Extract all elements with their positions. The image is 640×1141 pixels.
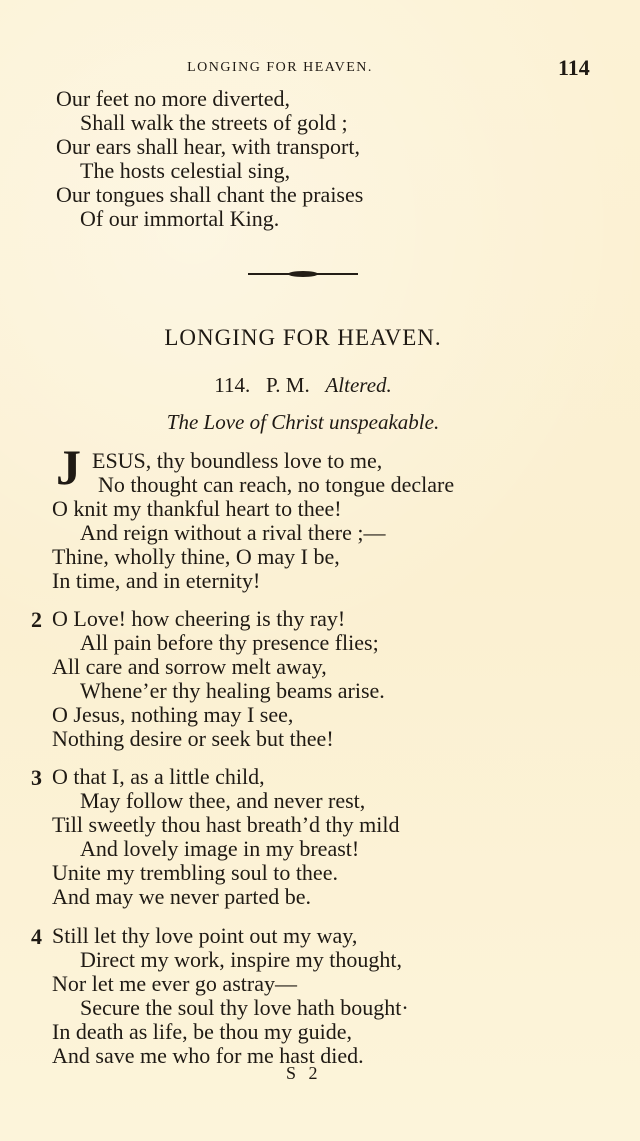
verse-line: Still let thy love point out my way, [52,923,358,948]
verse-line: Our tongues shall chant the praises [56,182,364,207]
verse-number: 4 [31,924,42,949]
verse-line: ESUS, thy boundless love to me, [92,448,383,473]
verse-line: O Jesus, nothing may I see, [52,702,294,727]
page-number: 114 [558,55,590,80]
verse-number: 3 [31,765,42,790]
signature-mark: S 2 [286,1063,322,1083]
drop-cap: J [56,439,81,495]
verse-line: O that I, as a little child, [52,764,265,789]
verse-line: Nothing desire or seek but thee! [52,726,334,751]
verse-line: Our feet no more diverted, [56,86,290,111]
verse-line: In death as life, be thou my guide, [52,1019,352,1044]
hymn-number: 114. [214,373,251,397]
verse-line: In time, and in eternity! [52,568,261,593]
verse-line: O knit my thankful heart to thee! [52,496,342,521]
verse-line: Whene’er thy healing beams arise. [80,678,385,703]
verse-line: Nor let me ever go astray— [52,971,297,996]
verse-line: Shall walk the streets of gold ; [80,110,348,135]
verse-line: And reign without a rival there ;— [80,520,386,545]
ornamental-rule [248,270,358,278]
verse-line: All pain before thy presence flies; [80,630,379,655]
verse-line: O Love! how cheering is thy ray! [52,606,346,631]
verse-number: 2 [31,607,42,632]
verse-line: May follow thee, and never rest, [80,788,366,813]
verse-line: Of our immortal King. [80,206,280,231]
verse-line: No thought can reach, no tongue declare [98,472,455,497]
hymn-title: LONGING FOR HEAVEN. [164,325,442,350]
verse-line: Secure the soul thy love hath bought· [80,995,409,1020]
verse-line: All care and sorrow melt away, [52,654,327,679]
verse-line: Unite my trembling soul to thee. [52,860,338,885]
hymn-meta [0,373,606,398]
verse-line: Direct my work, inspire my thought, [80,947,403,972]
verse-line: Our ears shall hear, with transport, [56,134,360,159]
verse-line: And may we never parted be. [52,884,312,909]
verse-line: Thine, wholly thine, O may I be, [52,544,340,569]
running-head: LONGING FOR HEAVEN. [187,60,373,75]
hymn-subtitle: The Love of Christ unspeakable. [166,410,440,434]
hymn-note: Altered. [325,373,392,397]
verse-line: Till sweetly thou hast breath’d thy mild [52,812,400,837]
verse-line: And save me who for me hast died. [52,1043,364,1068]
verse-line: The hosts celestial sing, [80,158,291,183]
hymn-meter: P. M. [265,373,310,397]
verse-line: And lovely image in my breast! [80,836,360,861]
